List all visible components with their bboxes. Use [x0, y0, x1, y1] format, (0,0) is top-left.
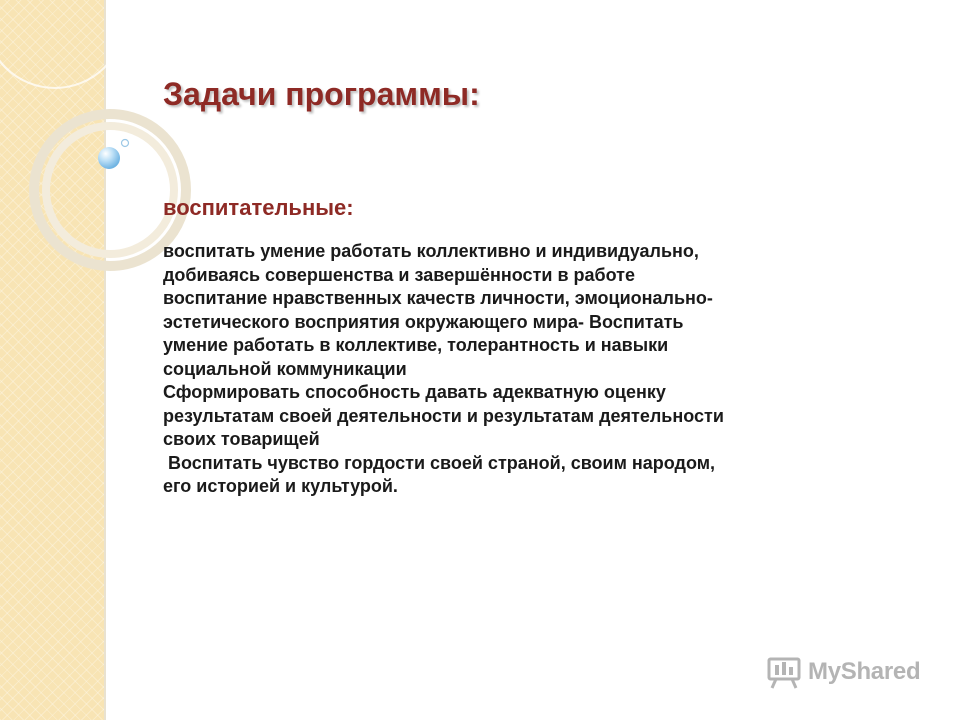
myshared-watermark	[766, 654, 920, 690]
body-line: его историей и культурой.	[163, 476, 398, 496]
body-line: эстетического восприятия окружающего мира- Воспитать	[163, 311, 684, 332]
decorative-ring-inner	[46, 126, 174, 254]
body-line: своих товарищей	[163, 429, 320, 449]
body-line: воспитание нравственных качеств личности, эмоционально-	[163, 288, 713, 308]
section-heading: воспитательные:	[163, 195, 354, 220]
slide-title: Задачи программы:	[163, 76, 480, 112]
body-line: добиваясь совершенства и завершённости в работе	[163, 264, 636, 285]
decorative-large-ring	[0, 0, 125, 88]
body-line: Сформировать способность давать адекватную оценку	[163, 382, 666, 402]
decorative-blue-bubble	[98, 147, 120, 169]
body-text	[163, 240, 923, 499]
watermark-text: MyShared	[808, 658, 921, 685]
body-line: результатам своей деятельности и результатам деятельности	[163, 405, 724, 426]
decorative-small-bubble	[122, 140, 129, 147]
presentation-board-icon	[766, 654, 802, 690]
body-line: умение работать в коллективе, толерантность и навыки	[163, 335, 669, 355]
body-line: воспитать умение работать коллективно и индивидуально,	[163, 241, 699, 261]
body-line: социальной коммуникации	[163, 358, 407, 379]
body-line: Воспитать чувство гордости своей страной, своим народом,	[163, 452, 716, 473]
